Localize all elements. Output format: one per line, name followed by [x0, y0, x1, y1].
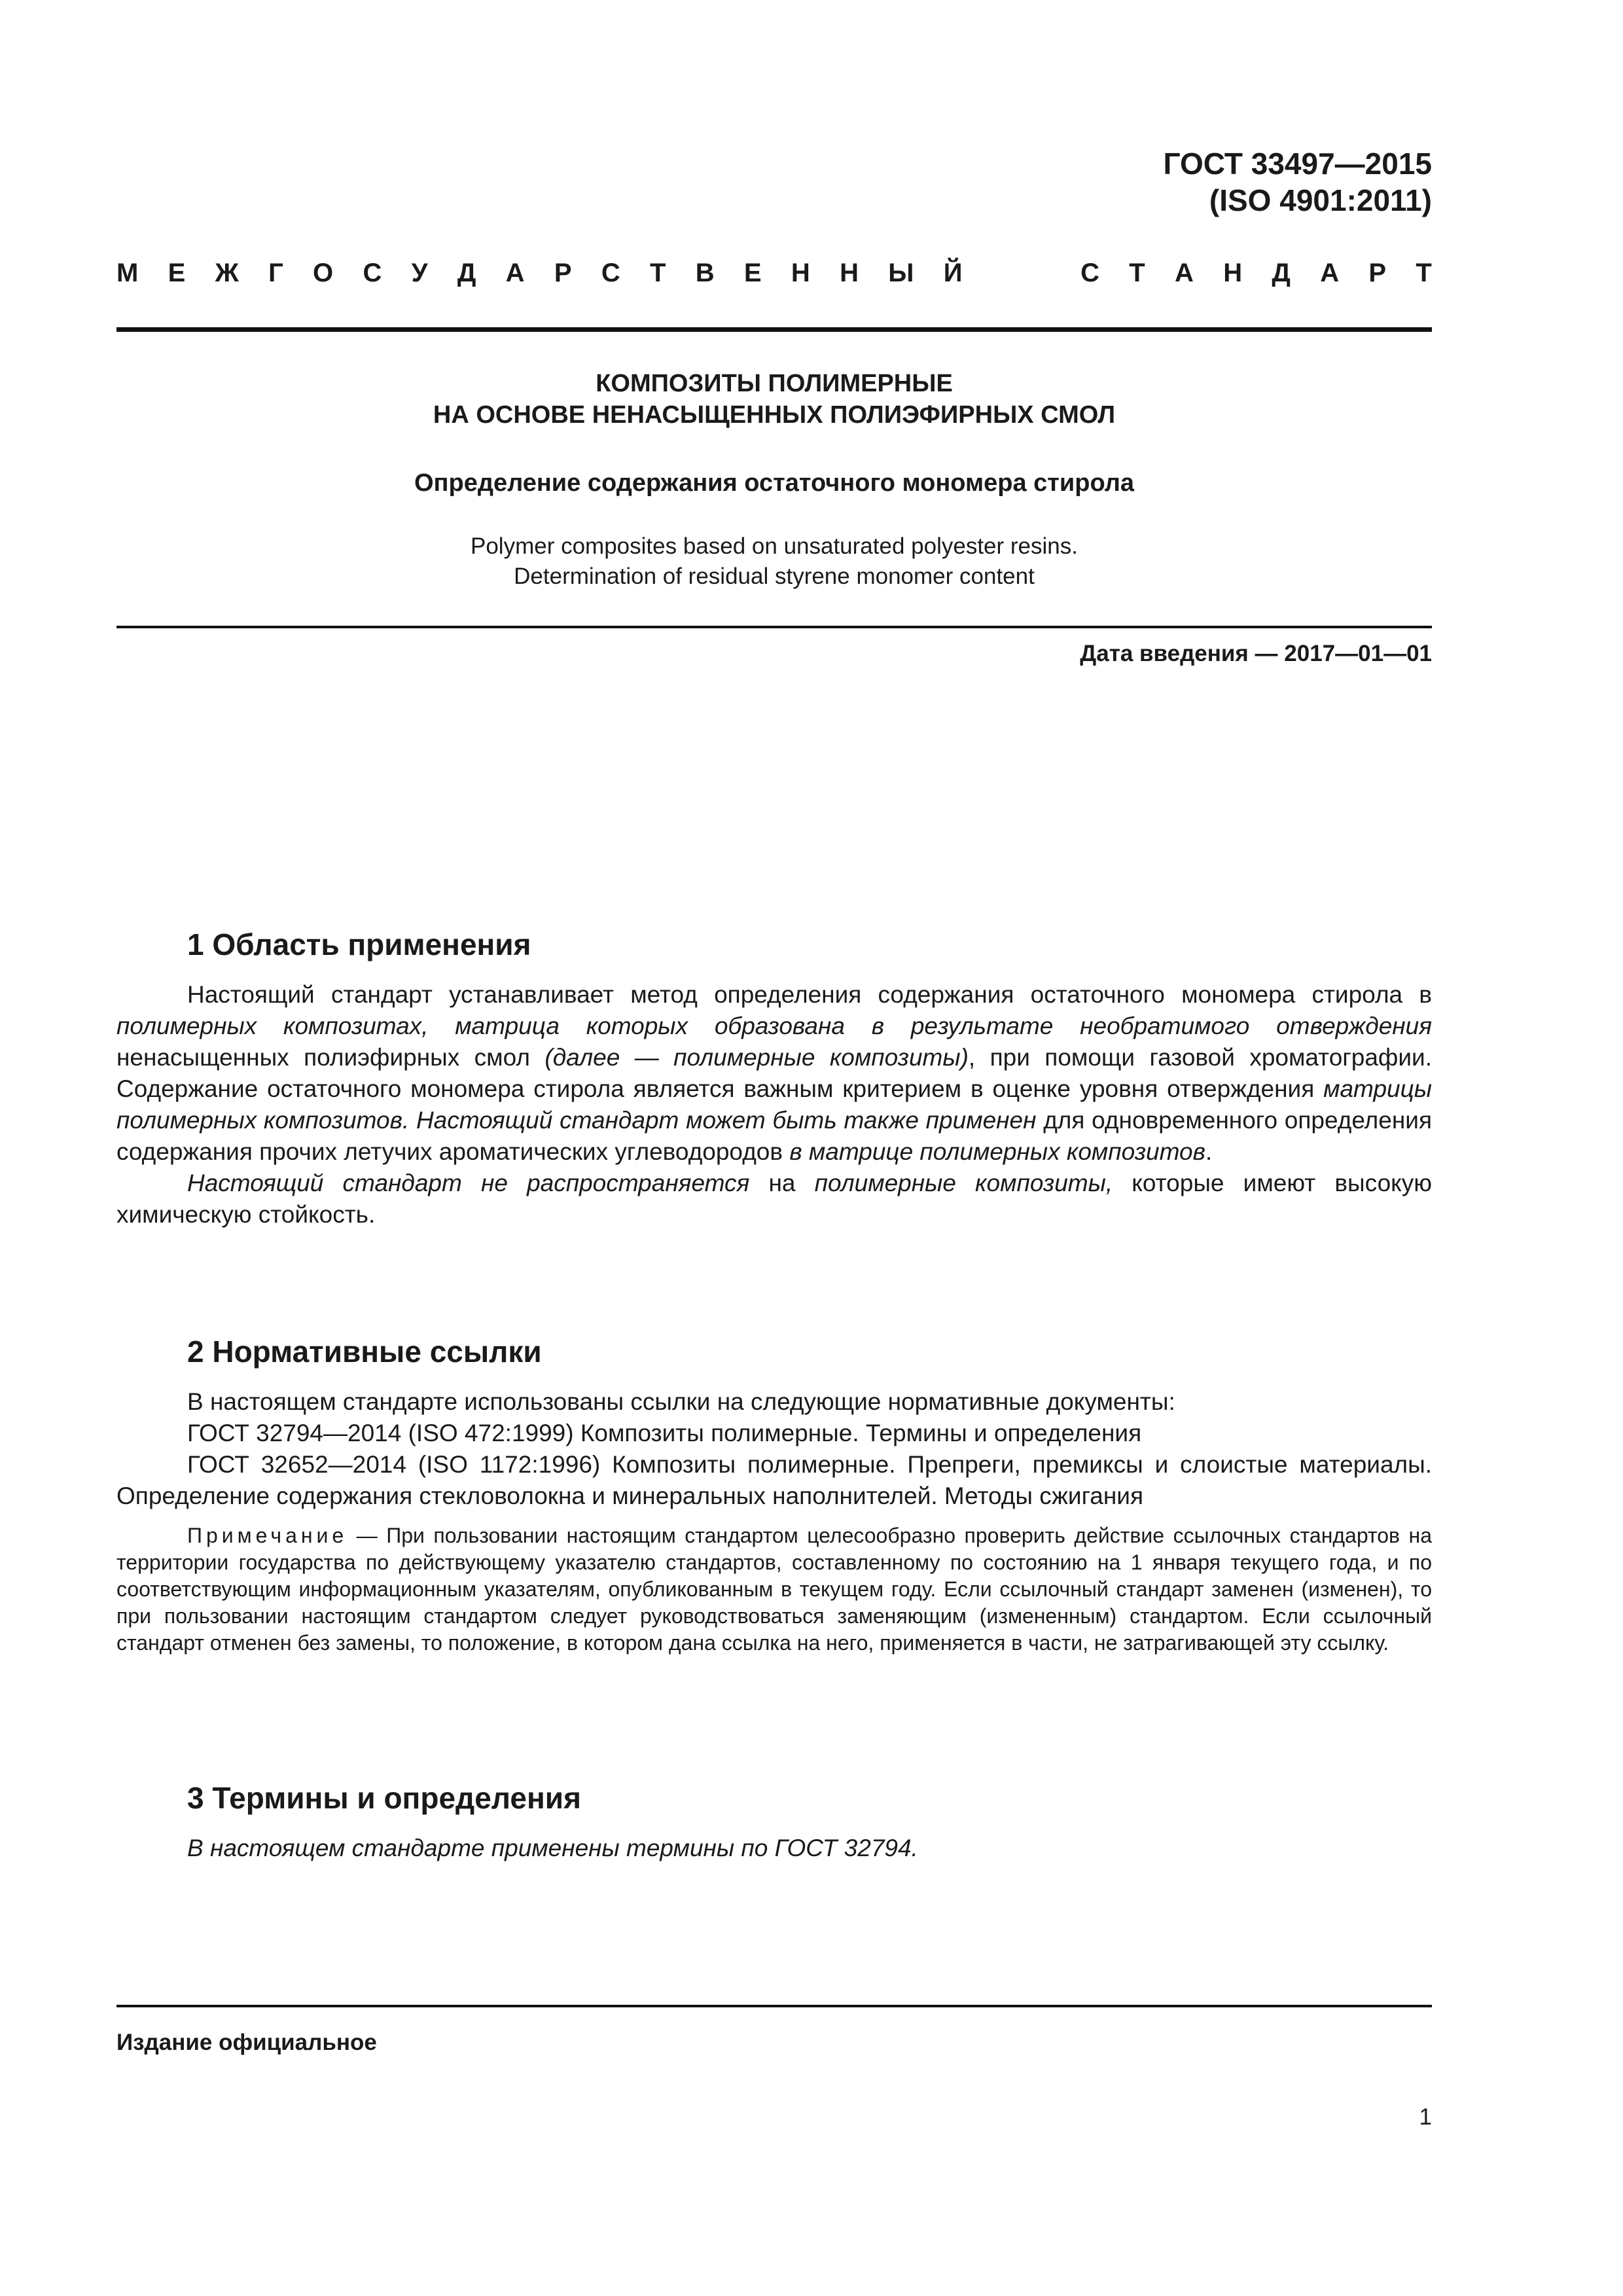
title-line-1: КОМПОЗИТЫ ПОЛИМЕРНЫЕ [596, 370, 953, 397]
document-subtitle: Определение содержания остаточного мономера стирола [414, 469, 1135, 497]
italic-run: В настоящем стандарте применены термины по ГОСТ 32794. [187, 1835, 918, 1861]
document-page [116, 0, 1432, 2296]
paragraph [116, 1833, 1432, 1864]
heading-letter: Д [457, 259, 476, 287]
text-run: Настоящий стандарт устанавливает метод определения содержания остаточного мономера стирола в [187, 981, 1432, 1008]
italic-run: полимерных композитах, матрица которых образована в результате необратимого отверждения [116, 1013, 1432, 1039]
section-terms [116, 1779, 1432, 1864]
paragraph [116, 1168, 1432, 1230]
section-heading: 3 Термины и определения [187, 1781, 581, 1815]
introduction-date: Дата введения — 2017—01—01 [1080, 641, 1432, 666]
heading-letter: Н [1223, 259, 1243, 287]
heading-letter: С [363, 259, 382, 287]
edition-label: Издание официальное [116, 2030, 377, 2055]
text-run: которые имеют высокую химическую стойкость. [116, 1170, 1432, 1228]
heading-letter: М [116, 259, 139, 287]
english-title-line-1: Polymer composites based on unsaturated polyester resins. [471, 533, 1078, 559]
english-title-line-2: Determination of residual styrene monomer content [514, 564, 1035, 589]
heading-letter: Г [268, 259, 283, 287]
header-divider [116, 327, 1432, 332]
standard-kind-heading [116, 257, 1432, 289]
heading-letter: С [601, 259, 620, 287]
paragraph [116, 979, 1432, 1168]
text-run: , при помощи газовой хроматографии. Содержание остаточного мономера стирола является важным критерием в оценке уровня отверждения [116, 1044, 1432, 1102]
heading-letter: Р [554, 259, 572, 287]
heading-letter: Е [168, 259, 186, 287]
text-run: ненасыщенных полиэфирных смол [116, 1044, 545, 1071]
text-run: . [1205, 1138, 1213, 1165]
heading-letter: В [695, 259, 715, 287]
paragraph: В настоящем стандарте использованы ссылки на следующие нормативные документы: [187, 1388, 1175, 1415]
standard-number [1164, 145, 1432, 219]
heading-letter: Ы [888, 259, 914, 287]
word-gap [992, 257, 1051, 289]
text-run: для одновременного определения содержания прочих летучих ароматических углеводородов [116, 1107, 1432, 1165]
title-line-2: НА ОСНОВЕ НЕНАСЫЩЕННЫХ ПОЛИЭФИРНЫХ СМОЛ [433, 401, 1116, 429]
italic-run: (далее — полимерные композиты) [544, 1044, 969, 1071]
standard-number-gost: ГОСТ 33497—2015 [1163, 147, 1432, 181]
heading-letter: Т [1416, 259, 1432, 287]
heading-letter: Н [840, 259, 859, 287]
title-divider [116, 626, 1432, 628]
italic-run: в матрице полимерных композитов [789, 1138, 1205, 1165]
heading-letter: А [1175, 259, 1194, 287]
italic-run: полимерные композиты, [814, 1170, 1113, 1196]
page-number: 1 [1419, 2104, 1432, 2130]
heading-letter: Н [791, 259, 810, 287]
heading-letter: Т [1129, 259, 1145, 287]
heading-letter: Й [943, 259, 963, 287]
heading-letter: Ж [215, 259, 239, 287]
section-heading: 1 Область применения [187, 927, 531, 961]
reference-item: ГОСТ 32652—2014 (ISO 1172:1996) Композиты полимерные. Препреги, премиксы и слоистые материалы. Определение содержания стекловолокна и минеральных наполнителей. Методы сжигания [116, 1451, 1432, 1509]
heading-letter: А [505, 259, 525, 287]
heading-letter: Е [743, 259, 762, 287]
italic-run: Настоящий стандарт не распространяется [187, 1170, 750, 1196]
heading-letter: А [1320, 259, 1340, 287]
note-label: Примечание [187, 1524, 348, 1547]
section-heading: 2 Нормативные ссылки [187, 1335, 542, 1369]
heading-letter: Т [650, 259, 666, 287]
note [116, 1522, 1432, 1657]
note-text: — При пользовании настоящим стандартом целесообразно проверить действие ссылочных стандартов на территории государства по действующему указателю стандартов, составленному по состоянию на 1 января текущего года, и по соответствующим информационным указателям, опубликованным в текущем году. Если ссылочный стандарт заменен (изменен), то при пользовании настоящим стандартом следует руководствоваться заменяющим (измененным) стандартом. Если ссылочный стандарт отменен без замены, то положение, в котором дана ссылка на него, применяется в части, не затрагивающей эту ссылку. [116, 1524, 1432, 1655]
english-title [116, 531, 1432, 592]
reference-item: ГОСТ 32794—2014 (ISO 472:1999) Композиты полимерные. Термины и определения [187, 1420, 1142, 1446]
heading-letter: О [313, 259, 334, 287]
standard-number-iso: (ISO 4901:2011) [1209, 183, 1432, 217]
heading-letter: Д [1272, 259, 1291, 287]
heading-letter: У [411, 259, 428, 287]
section-scope [116, 925, 1432, 1230]
document-title [116, 368, 1432, 431]
heading-letter: С [1080, 259, 1099, 287]
text-run: на [749, 1170, 815, 1196]
heading-letter: Р [1368, 259, 1387, 287]
section-normative-references [116, 1333, 1432, 1657]
footer-divider [116, 2005, 1432, 2007]
italic-run: матрицы полимерных композитов. Настоящий стандарт может быть также применен [116, 1075, 1432, 1134]
